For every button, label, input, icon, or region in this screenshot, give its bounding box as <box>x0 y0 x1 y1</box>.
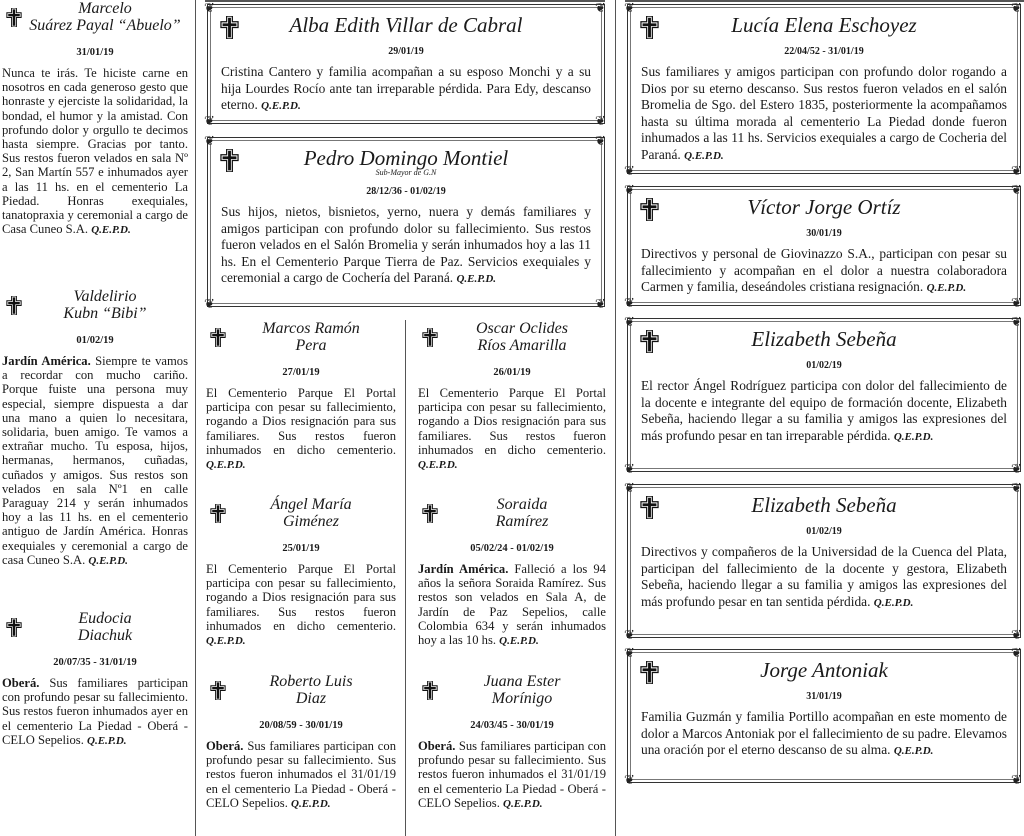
notice-body <box>206 386 396 472</box>
corner-ornament-icon: ❦ <box>1011 314 1022 329</box>
obituary-notice <box>206 320 396 472</box>
name-line-1: Juana Ester <box>483 673 561 690</box>
obituary-notice <box>2 0 188 237</box>
deceased-title: Sub-Mayor de G.N <box>375 168 437 177</box>
deceased-name <box>206 320 396 354</box>
notice-date: 01/02/19 <box>806 360 842 371</box>
qepd-label: Q.E.P.D. <box>418 459 458 472</box>
notice-date: 01/02/19 <box>76 335 114 346</box>
notice-header <box>418 496 606 534</box>
notice-text: Directivos y personal de Giovinazzo S.A., participan con pesar su fallecimiento y acompañan en el dolor a nuestra colaboradora Carmen y familia, deseándoles cristiana resignación. <box>641 246 1007 294</box>
notice-body <box>641 709 1007 760</box>
deceased-name <box>206 673 396 707</box>
top-rule-right <box>625 0 1024 2</box>
corner-ornament-icon: ❦ <box>624 163 635 178</box>
notice-header <box>2 288 188 326</box>
name-line-1: Oscar Oclides <box>476 320 568 337</box>
corner-ornament-icon: ❦ <box>1011 182 1022 197</box>
column-divider-middle <box>405 320 406 836</box>
obituary-box <box>624 182 1022 310</box>
corner-ornament-icon: ❦ <box>624 295 635 310</box>
corner-ornament-icon: ❦ <box>204 133 215 148</box>
cross-icon <box>210 504 226 523</box>
qepd-label: Q.E.P.D. <box>926 282 967 294</box>
qepd-label: Q.E.P.D. <box>893 430 934 443</box>
notice-header <box>418 320 606 358</box>
deceased-name <box>418 673 606 707</box>
notice-header <box>206 320 396 358</box>
corner-ornament-icon: ❦ <box>624 0 635 15</box>
qepd-label: Q.E.P.D. <box>87 734 127 747</box>
name-line-2: Morínigo <box>491 690 553 707</box>
cross-icon <box>640 330 659 353</box>
cross-icon <box>422 504 438 523</box>
location-lead: Oberá. <box>418 739 456 753</box>
obituary-box <box>624 0 1022 178</box>
notice-date: 20/08/59 - 30/01/19 <box>259 720 343 731</box>
qepd-label: Q.E.P.D. <box>893 745 934 757</box>
top-rule-middle <box>205 0 605 2</box>
name-line-2: Ramírez <box>495 513 549 530</box>
obituary-notice <box>418 496 606 648</box>
obituary-notice <box>2 288 188 568</box>
notice-body <box>641 64 1007 164</box>
corner-ornament-icon: ❦ <box>595 133 606 148</box>
qepd-label: Q.E.P.D. <box>88 554 128 567</box>
deceased-name <box>2 288 188 322</box>
obituary-notice <box>2 610 188 748</box>
corner-ornament-icon: ❦ <box>624 461 635 476</box>
corner-ornament-icon: ❦ <box>1011 645 1022 660</box>
qepd-label: Q.E.P.D. <box>206 459 246 472</box>
deceased-name: Alba Edith Villar de Cabral <box>289 13 523 37</box>
corner-ornament-icon: ❦ <box>595 113 606 128</box>
corner-ornament-icon: ❦ <box>595 0 606 15</box>
cross-icon <box>220 16 239 39</box>
name-line-2: Giménez <box>283 513 339 530</box>
notice-header <box>2 0 188 38</box>
cross-icon <box>210 328 226 347</box>
notice-body <box>418 562 606 648</box>
deceased-name: Elizabeth Sebeña <box>751 327 897 351</box>
notice-date: 28/12/36 - 01/02/19 <box>366 186 446 197</box>
obituary-box <box>624 314 1022 476</box>
cross-icon <box>640 16 659 39</box>
corner-ornament-icon: ❦ <box>1011 163 1022 178</box>
qepd-label: Q.E.P.D. <box>873 596 914 609</box>
cross-icon <box>6 8 22 27</box>
corner-ornament-icon: ❦ <box>624 182 635 197</box>
obituary-notice <box>206 673 396 811</box>
notice-date: 05/02/24 - 01/02/19 <box>470 543 554 554</box>
name-line-1: Ángel María <box>270 496 352 513</box>
deceased-name: Víctor Jorge Ortíz <box>747 195 901 219</box>
notice-date: 27/01/19 <box>282 367 320 378</box>
qepd-label: Q.E.P.D. <box>206 635 246 648</box>
name-line-1: Roberto Luis <box>269 673 353 690</box>
corner-ornament-icon: ❦ <box>624 627 635 642</box>
notice-date: 31/01/19 <box>806 691 842 702</box>
qepd-label: Q.E.P.D. <box>499 635 539 648</box>
name-line-2: Suárez Payal “Abuelo” <box>29 17 181 34</box>
corner-ornament-icon: ❦ <box>1011 772 1022 787</box>
qepd-label: Q.E.P.D. <box>291 797 331 810</box>
deceased-name: Elizabeth Sebeña <box>751 493 897 517</box>
notice-date: 29/01/19 <box>388 46 424 57</box>
cross-icon <box>210 681 226 700</box>
obituary-notice <box>206 496 396 648</box>
name-line-2: Diaz <box>295 690 327 707</box>
notice-body <box>221 204 591 288</box>
cross-icon <box>220 149 239 172</box>
corner-ornament-icon: ❦ <box>1011 295 1022 310</box>
notice-date: 25/01/19 <box>282 543 320 554</box>
notice-text: El rector Ángel Rodríguez participa con dolor del fallecimiento de la docente e integrante del equipo de formación docente, Elizabeth Sebeña, haciendo llegar a su familia y amigos las expresiones del más profundo pesar en tan irreparable pérdida. <box>641 378 1007 443</box>
deceased-name: Pedro Domingo Montiel <box>303 146 509 170</box>
notice-date: 26/01/19 <box>493 367 531 378</box>
notice-text: Sus familiares participan con profundo pesar su fallecimiento. Sus restos fueron inhumados el 31/01/19 en el cementerio La Piedad - Oberá - CELO Sepelios. <box>418 739 606 810</box>
location-lead: Jardín América. <box>2 354 91 368</box>
name-line-2: Ríos Amarilla <box>477 337 567 354</box>
notice-text: Nunca te irás. Te hiciste carne en nosotros en cada generoso gesto que honraste y ejerciste la solidaridad, la bondad, el humor y la amistad. Con profundo dolor y orgullo te decimos hasta siempre. Gracias por tanto. Sus restos fueron velados en sala Nº 2, San Martín 557 e inhumados ayer a las 11 hs. en el cementerio La Piedad. Honras exequiales, tanatopraxia y ceremonial a cargo de Casa Cuneo S.A. <box>2 66 188 237</box>
deceased-name: Lucía Elena Eschoyez <box>731 13 917 37</box>
cross-icon <box>640 496 659 519</box>
deceased-name <box>2 610 188 644</box>
deceased-name <box>206 496 396 530</box>
notice-text: Cristina Cantero y familia acompañan a su esposo Monchi y a su hija Lourdes Rocío ante tan irreparable pérdida. Para Edy, descanso eterno. <box>221 64 591 112</box>
qepd-label: Q.E.P.D. <box>91 224 131 237</box>
notice-body <box>206 562 396 648</box>
notice-body <box>418 739 606 811</box>
corner-ornament-icon: ❦ <box>1011 480 1022 495</box>
cross-icon <box>422 328 438 347</box>
qepd-label: Q.E.P.D. <box>261 100 301 112</box>
deceased-name <box>418 496 606 530</box>
column-divider-right <box>615 0 616 836</box>
notice-text: El Cementerio Parque El Portal participa con pesar su fallecimiento, rogando a Dios resignación para sus familiares. Sus restos fueron inhumados en dicho cementerio. <box>418 386 606 457</box>
name-line-1: Marcelo <box>78 0 132 17</box>
cross-icon <box>6 296 22 315</box>
corner-ornament-icon: ❦ <box>624 314 635 329</box>
notice-date: 01/02/19 <box>806 526 842 537</box>
corner-ornament-icon: ❦ <box>1011 461 1022 476</box>
notice-body <box>641 378 1007 445</box>
corner-ornament-icon: ❦ <box>204 0 215 15</box>
deceased-name <box>418 320 606 354</box>
cross-icon <box>422 681 438 700</box>
notice-body <box>221 64 591 115</box>
obituary-notice <box>418 320 606 472</box>
notice-body <box>2 676 188 748</box>
name-line-1: Valdelirio <box>73 288 137 305</box>
notice-text: Sus familiares participan con profundo pesar su fallecimiento. Sus restos fueron inhumados el 31/01/19 en el cementerio La Piedad - Oberá - CELO Sepelios. <box>206 739 396 810</box>
notice-text: Sus hijos, nietos, bisnietos, yerno, nuera y demás familiares y amigos participan con profundo dolor su fallecimiento. Sus restos fueron velados en el Salón Bromelia y serán inhumados hoy a las 11 hs. En el Cementerio Parque Tierra de Paz. Servicios exequiales y ceremonial a cargo de Cochería del Paraná. <box>221 204 591 285</box>
notice-header <box>2 610 188 648</box>
corner-ornament-icon: ❦ <box>624 645 635 660</box>
obituary-box <box>624 480 1022 642</box>
corner-ornament-icon: ❦ <box>595 296 606 311</box>
notice-body <box>2 354 188 568</box>
notice-date: 31/01/19 <box>76 47 114 58</box>
column-divider-left <box>195 0 196 836</box>
cross-icon <box>640 198 659 221</box>
obituary-box <box>204 133 606 311</box>
notice-body <box>2 66 188 237</box>
notice-text: Sus familiares participan con profundo pesar su fallecimiento. Sus restos fueron inhumados ayer en el cementerio La Piedad - Oberá - CELO Sepelios. <box>2 676 188 747</box>
obituary-box <box>624 645 1022 787</box>
obituary-box <box>204 0 606 128</box>
notice-text: El Cementerio Parque El Portal participa con pesar su fallecimiento, rogando a Dios resignación para sus familiares. Sus restos fueron inhumados en dicho cementerio. <box>206 386 396 457</box>
name-line-2: Kubn “Bibi” <box>63 305 147 322</box>
cross-icon <box>6 618 22 637</box>
name-line-2: Pera <box>295 337 327 354</box>
notice-text: Sus familiares y amigos participan con profundo dolor rogando a Dios por su eterno descanso. Sus restos fueron velados en el salón Bromelia de Sgo. del Estero 1835, posteriormente la acompañamos hasta su última morada al cementerio La Piedad donde fueron inhumados a las 11 hs. Servicios exequiales a cargo de Cocheria del Paraná. <box>641 64 1007 162</box>
notice-body <box>206 739 396 811</box>
corner-ornament-icon: ❦ <box>204 296 215 311</box>
notice-body <box>418 386 606 472</box>
corner-ornament-icon: ❦ <box>204 113 215 128</box>
qepd-label: Q.E.P.D. <box>684 149 724 162</box>
notice-text: Familia Guzmán y familia Portillo acompañan en este momento de dolor a Marcos Antoniak por el fallecimiento de su padre. Elevamos una oración por el eterno descanso de su alma. <box>641 709 1007 757</box>
corner-ornament-icon: ❦ <box>1011 0 1022 15</box>
notice-header <box>206 673 396 711</box>
deceased-name <box>2 0 188 34</box>
location-lead: Oberá. <box>206 739 244 753</box>
notice-text: El Cementerio Parque El Portal participa con pesar su fallecimiento, rogando a Dios resignación para sus familiares. Sus restos fueron inhumados en dicho cementerio. <box>206 562 396 633</box>
corner-ornament-icon: ❦ <box>624 480 635 495</box>
obituary-notice <box>418 673 606 811</box>
notice-header <box>206 496 396 534</box>
notice-header <box>418 673 606 711</box>
notice-date: 22/04/52 - 31/01/19 <box>784 46 864 57</box>
corner-ornament-icon: ❦ <box>624 772 635 787</box>
name-line-2: Diachuk <box>77 627 133 644</box>
name-line-1: Soraida <box>496 496 548 513</box>
notice-body <box>641 246 1007 297</box>
qepd-label: Q.E.P.D. <box>503 797 543 810</box>
notice-text: Directivos y compañeros de la Universidad de la Cuenca del Plata, participan del fallecimiento de la docente y gestora, Elizabeth Sebeña, haciendo llegar a su familia y amigos las expresiones del más profundo pesar en tan sentida pérdida. <box>641 544 1007 609</box>
notice-date: 20/07/35 - 31/01/19 <box>53 657 137 668</box>
deceased-name: Jorge Antoniak <box>760 658 888 682</box>
location-lead: Jardín América. <box>418 562 509 576</box>
notice-text: Siempre te vamos a recordar con mucho cariño. Porque fuiste una persona muy especial, siempre dispuesta a dar una mano a quien lo necesitara, solidaria, buen amigo. Te vamos a extrañar mucho. Tu esposa, hijos, hermanas, hermanos, cuñadas, cuñados y amigos. Sus restos son velados en sala Nº1 en calle Paraguay 214 y serán inhumados hoy a las 11 hs. en el cementerio antiguo de Jardín América. Honras exequiales y ceremonial a cargo de casa Cuneo S.A. <box>2 354 188 567</box>
notice-text: Falleció a los 94 años la señora Soraida Ramírez. Sus restos son velados en Sala A, de Jardín de Paz Sepelios, calle Colombia 634 y serán inhumados hoy a las 10 hs. <box>418 562 606 648</box>
cross-icon <box>640 661 659 684</box>
qepd-label: Q.E.P.D. <box>456 273 497 285</box>
name-line-1: Eudocia <box>78 610 132 627</box>
notice-date: 24/03/45 - 30/01/19 <box>470 720 554 731</box>
notice-date: 30/01/19 <box>806 228 842 239</box>
location-lead: Oberá. <box>2 676 40 690</box>
corner-ornament-icon: ❦ <box>1011 627 1022 642</box>
notice-body <box>641 544 1007 611</box>
name-line-1: Marcos Ramón <box>262 320 360 337</box>
